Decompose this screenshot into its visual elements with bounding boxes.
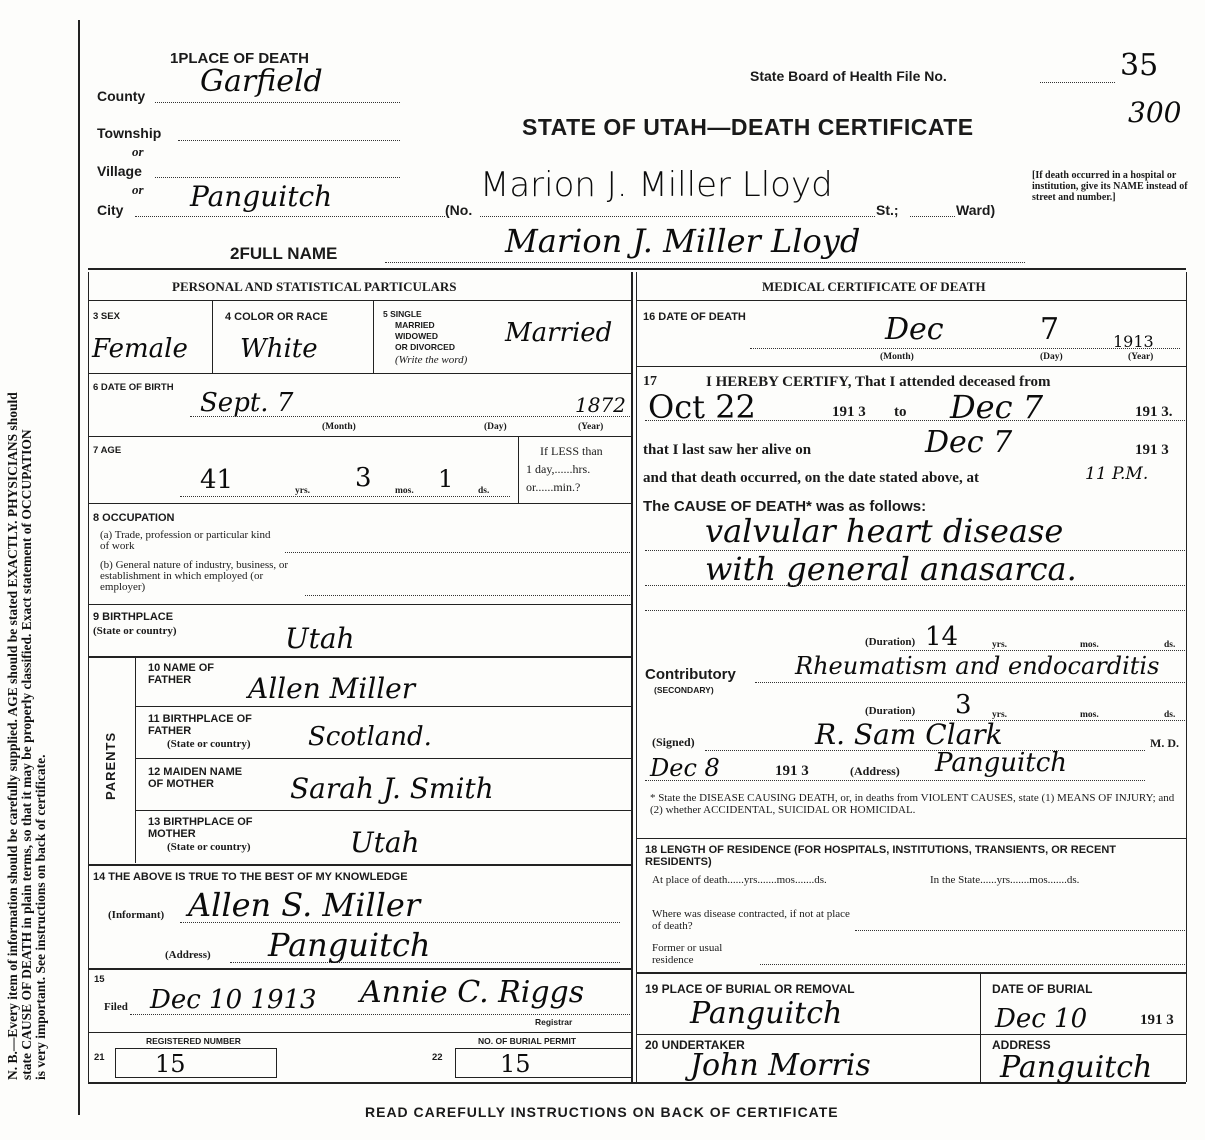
birthplace-label: 9 BIRTHPLACE [93, 611, 174, 623]
top-rule [88, 268, 1186, 270]
former-residence: Former or usual residence [652, 942, 723, 966]
residence-label: 18 LENGTH OF RESIDENCE (FOR HOSPITALS, INSTITUTIONS, TRANSIENTS, OR RECENT RESIDENTS) [645, 844, 1116, 868]
row-rule-8 [136, 810, 632, 811]
row-rule-11 [88, 1032, 632, 1033]
parents-label: PARENTS [103, 731, 118, 800]
side-instructions [6, 70, 48, 1080]
marital-3: WIDOWED [395, 331, 438, 341]
burial-permit-box [455, 1048, 632, 1078]
row-rule-5 [88, 656, 632, 658]
mother-name-value: Sarah J. Smith [290, 772, 494, 805]
no-label: (No. [445, 202, 473, 218]
marital-1: 5 SINGLE [383, 309, 422, 319]
certify-text: I HEREBY CERTIFY, That I attended deceased from [706, 374, 1051, 390]
duration-value-2: 3 [955, 690, 972, 720]
to-label: to [894, 404, 907, 420]
less-than-3: or......min.? [526, 480, 581, 494]
full-name-value: Marion J. Miller Lloyd [505, 222, 861, 260]
reg-num-box [115, 1048, 277, 1078]
color-divider [373, 301, 374, 373]
dd-day-label: (Day) [1040, 352, 1063, 362]
duration-line-1 [900, 650, 1185, 651]
yrs-label: yrs. [295, 486, 311, 496]
no-line [480, 216, 875, 217]
sex-label: 3 SEX [93, 311, 120, 322]
filed-num: 15 [94, 974, 105, 985]
city-label: City [97, 202, 124, 218]
signed-value: R. Sam Clark [815, 718, 1003, 751]
cert-num: 17 [643, 374, 657, 389]
knowledge-label: 14 THE ABOVE IS TRUE TO THE BEST OF MY KNOWLEDGE [93, 871, 408, 883]
duration-label-2: (Duration) [865, 705, 916, 717]
father-bp-sub: (State or country) [167, 738, 251, 750]
burial-divider [980, 974, 981, 1082]
dd-year-label: (Year) [1128, 352, 1154, 362]
mother-bp-sub: (State or country) [167, 841, 251, 853]
side-line-2: state CAUSE OF DEATH in plain terms, so that it may be properly classified. Exact statement of OCCUPATION [19, 429, 34, 1080]
file-no-value: 35 [1120, 48, 1159, 83]
dur2-yrs: yrs. [992, 710, 1008, 720]
sig-address-value: Panguitch [935, 748, 1068, 778]
left-border [78, 20, 80, 1115]
med-rule-2 [637, 838, 1186, 839]
burial-permit-22: 22 [432, 1052, 443, 1063]
birthplace-sub: (State or country) [93, 625, 177, 637]
parents-divider [135, 658, 136, 863]
age-divider [518, 437, 519, 503]
side-line-1: N. B.—Every item of information should be carefully supplied. AGE should be stated EXACTLY. PHYSICIANS should [5, 392, 20, 1080]
contributory-value: Rheumatism and endocarditis [795, 652, 1160, 680]
age-line [180, 496, 510, 497]
dur1-mos: mos. [1080, 640, 1099, 650]
occ-line-b [305, 595, 630, 596]
row-rule-4 [88, 604, 632, 605]
last-saw-text: that I last saw her alive on [643, 442, 812, 458]
former-line [760, 964, 1185, 965]
personal-section-title: PERSONAL AND STATISTICAL PARTICULARS [172, 279, 457, 294]
med-title-rule [637, 300, 1186, 301]
burial-label: 19 PLACE OF BURIAL OR REMOVAL [645, 982, 855, 996]
township-label: Township [97, 125, 162, 141]
signed-year: 191 3 [775, 763, 809, 779]
color-value: White [240, 334, 318, 364]
to-date: Dec 7 [950, 388, 1044, 426]
cause-line-2: with general anasarca. [705, 550, 1077, 588]
medical-section-title: MEDICAL CERTIFICATE OF DEATH [762, 279, 986, 294]
age-label: 7 AGE [93, 445, 122, 456]
sex-divider [212, 301, 213, 373]
secondary-label: (SECONDARY) [654, 685, 714, 695]
dob-year-label: (Year) [578, 422, 604, 432]
und-address-label: ADDRESS [992, 1038, 1051, 1052]
last-saw-date: Dec 7 [925, 425, 1013, 460]
registrar-value: Annie C. Riggs [360, 975, 585, 1010]
informant-label: (Informant) [108, 909, 165, 921]
mother-bp-label: 13 BIRTHPLACE OF MOTHER [148, 816, 253, 840]
contracted-line [855, 930, 1185, 931]
or-2: or [132, 182, 144, 197]
signed-line [705, 750, 1145, 751]
row-rule-1 [88, 373, 632, 374]
certificate-number: 300 [1128, 96, 1182, 129]
date-death-month: Dec [885, 312, 944, 347]
age-days: 1 [438, 465, 454, 493]
name-in-street-field: Marion J. Miller Lloyd [480, 165, 833, 205]
left-col-border [88, 272, 89, 1082]
filed-value: Dec 10 1913 [150, 985, 317, 1015]
row-rule-7 [136, 758, 632, 759]
mother-bp-value: Utah [350, 826, 420, 859]
place-of-death-label: 1PLACE OF DEATH [170, 50, 309, 67]
father-bp-value: Scotland. [308, 722, 432, 752]
last-saw-year: 191 3 [1135, 442, 1169, 458]
dur2-mos: mos. [1080, 710, 1099, 720]
duration-label-1: (Duration) [865, 636, 916, 648]
father-name-value: Allen Miller [248, 672, 416, 705]
full-name-label: 2FULL NAME [230, 244, 338, 263]
marital-4: OR DIVORCED [395, 342, 455, 352]
center-divider-2 [636, 272, 637, 1082]
signed-label: (Signed) [652, 735, 695, 749]
file-no-line [1040, 82, 1115, 83]
md-label: M. D. [1150, 736, 1179, 750]
where-contracted: Where was disease contracted, if not at place of death? [652, 908, 850, 932]
dd-month-label: (Month) [880, 352, 914, 362]
from-line [645, 420, 1185, 421]
reg-num-21: 21 [94, 1052, 105, 1063]
filed-label: Filed [104, 1001, 128, 1013]
contributory-line [755, 682, 1185, 683]
burial-date-year: 191 3 [1140, 1012, 1174, 1028]
date-death-day: 7 [1040, 312, 1060, 347]
sex-value: Female [92, 334, 188, 364]
burial-permit-label: NO. OF BURIAL PERMIT [478, 1036, 577, 1046]
village-label: Village [97, 163, 142, 179]
undertaker-value: John Morris [690, 1048, 871, 1083]
reg-num-value: 15 [155, 1050, 186, 1078]
med-rule-1 [637, 366, 1186, 367]
county-value: Garfield [200, 64, 323, 99]
to-year: 191 3. [1135, 404, 1173, 420]
full-name-line [385, 262, 1025, 263]
marital-5: (Write the word) [395, 354, 468, 366]
personal-title-rule [88, 300, 632, 301]
father-name-label: 10 NAME OF FATHER [148, 662, 215, 686]
or-1: or [132, 144, 144, 159]
city-line [135, 216, 445, 217]
at-place: At place of death......yrs.......mos.......ds. [652, 874, 827, 886]
row-rule-3 [88, 503, 632, 504]
father-bp-label: 11 BIRTHPLACE OF FATHER [148, 713, 252, 737]
row-rule-6 [136, 706, 632, 707]
mos-label: mos. [395, 486, 414, 496]
occ-line-a [285, 552, 630, 553]
burial-date-value: Dec 10 [995, 1004, 1088, 1034]
dur2-ds: ds. [1164, 710, 1176, 720]
age-months: 3 [355, 463, 372, 493]
reg-num-label: REGISTERED NUMBER [146, 1036, 241, 1046]
address-label: (Address) [165, 949, 211, 961]
certificate-title: STATE OF UTAH—DEATH CERTIFICATE [522, 114, 974, 140]
sig-address-label: (Address) [850, 764, 900, 778]
mother-name-label: 12 MAIDEN NAME OF MOTHER [148, 766, 243, 790]
marital-value: Married [505, 318, 613, 348]
from-year: 191 3 [832, 404, 866, 420]
burial-date-label: DATE OF BURIAL [992, 982, 1093, 996]
county-line [155, 102, 400, 103]
dur1-ds: ds. [1164, 640, 1176, 650]
cause-underline-2 [645, 585, 1185, 586]
dob-month-label: (Month) [322, 422, 356, 432]
address-value: Panguitch [268, 926, 431, 964]
undertaker-label: 20 UNDERTAKER [645, 1038, 745, 1052]
occupation-label: 8 OCCUPATION [93, 512, 175, 524]
row-rule-2 [88, 436, 632, 437]
row-rule-10 [88, 968, 632, 970]
from-date: Oct 22 [648, 388, 756, 426]
informant-value: Allen S. Miller [188, 886, 421, 924]
footer-instructions: READ CAREFULLY INSTRUCTIONS ON BACK OF CERTIFICATE [365, 1104, 839, 1120]
birthplace-value: Utah [285, 622, 355, 655]
cause-underline-3 [645, 610, 1185, 611]
duration-value-1: 14 [925, 622, 959, 652]
center-divider [631, 272, 633, 1082]
sig-date-line [645, 780, 1145, 781]
burial-value: Panguitch [690, 996, 843, 1031]
county-label: County [97, 88, 146, 104]
ds-label: ds. [478, 486, 490, 496]
marital-2: MARRIED [395, 320, 435, 330]
contributory-label: Contributory [645, 666, 736, 683]
hospital-note: [If death occurred in a hospital or institution, give its NAME instead of street and number.] [1032, 170, 1188, 203]
color-label: 4 COLOR OR RACE [225, 311, 328, 323]
registrar-label: Registrar [535, 1017, 573, 1027]
township-line [178, 140, 400, 141]
city-value: Panguitch [190, 180, 333, 213]
occurred-time: 11 P.M. [1085, 464, 1149, 484]
occurred-text: and that death occurred, on the date stated above, at [643, 470, 979, 486]
dur1-yrs: yrs. [992, 640, 1008, 650]
st-label: St.; [876, 202, 899, 218]
burial-permit-value: 15 [500, 1050, 531, 1078]
dob-value: Sept. 7 [200, 388, 294, 418]
state-note: * State the DISEASE CAUSING DEATH, or, in deaths from VIOLENT CAUSES, state (1) MEANS OF INJURY; and (2) whether ACCIDENTAL, SUICIDAL OR HOMICIDAL. [650, 792, 1175, 816]
side-line-3: is very important. See instructions on back of certificate. [33, 754, 48, 1080]
med-rule-4 [637, 1034, 1186, 1035]
cause-line-1: valvular heart disease [705, 512, 1064, 550]
date-death-year: 1913 [1113, 332, 1154, 351]
occupation-b: (b) General nature of industry, business, or establishment in which employed (or employer) [100, 559, 289, 593]
row-rule-9 [88, 864, 632, 866]
right-col-border [1186, 272, 1187, 1082]
less-than-1: If LESS than [540, 444, 603, 458]
less-than-2: 1 day,......hrs. [526, 462, 591, 476]
ward-line [910, 216, 955, 217]
occupation-a: (a) Trade, profession or particular kind of work [100, 529, 271, 552]
date-death-label: 16 DATE OF DEATH [643, 311, 746, 323]
dob-year: 1872 [575, 393, 626, 417]
in-state: In the State......yrs.......mos.......ds. [930, 874, 1080, 886]
med-rule-3 [637, 972, 1186, 974]
file-no-label: State Board of Health File No. [750, 68, 947, 84]
ward-label: Ward) [956, 202, 996, 218]
cause-text: The CAUSE OF DEATH* was as follows: [643, 498, 927, 515]
village-line [155, 177, 400, 178]
age-years: 41 [200, 465, 234, 495]
und-address-value: Panguitch [1000, 1050, 1153, 1085]
dob-label: 6 DATE OF BIRTH [93, 382, 174, 393]
dob-day-label: (Day) [484, 422, 507, 432]
signed-date: Dec 8 [650, 754, 720, 782]
